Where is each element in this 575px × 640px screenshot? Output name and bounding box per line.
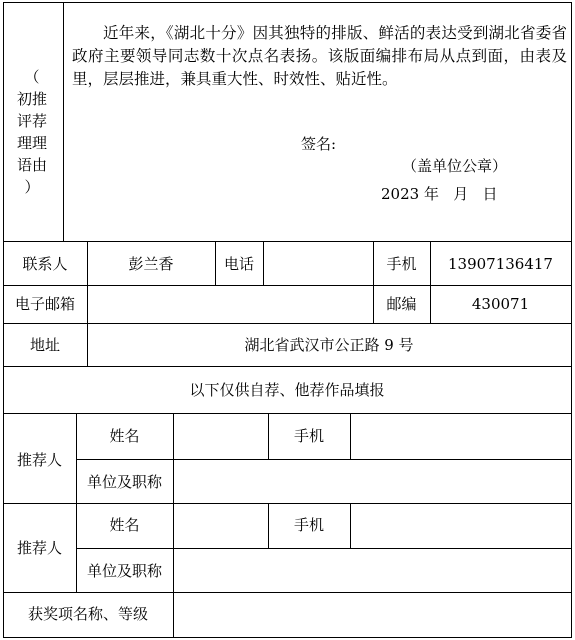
address-label: 地址 xyxy=(29,336,60,354)
recommender-mobile-label: 手机 xyxy=(293,427,324,445)
section-note: 以下仅供自荐、他荐作品填报 xyxy=(189,381,385,399)
seal-label: （盖单位公章） xyxy=(402,157,508,175)
mobile-value: 13907136417 xyxy=(448,255,553,273)
postcode-label: 邮编 xyxy=(386,295,417,313)
phone-label: 电话 xyxy=(223,255,254,273)
recommendation-reason-label xyxy=(8,66,56,198)
label-line: ） xyxy=(24,178,40,196)
recommender-label: 推荐人 xyxy=(16,451,62,469)
mobile-label: 手机 xyxy=(386,255,417,273)
recommender-unit-label: 单位及职称 xyxy=(86,473,162,491)
award-label: 获奖项名称、等级 xyxy=(27,605,148,623)
label-line: 评荐 xyxy=(16,112,47,130)
contact-label: 联系人 xyxy=(22,255,68,273)
recommender-mobile-label: 手机 xyxy=(293,516,324,534)
label-line: 语由 xyxy=(16,156,47,174)
postcode-value: 430071 xyxy=(471,295,530,313)
label-line: （ xyxy=(24,68,40,86)
label-line: 理理 xyxy=(16,134,47,152)
recommender-label: 推荐人 xyxy=(16,539,62,557)
email-label: 电子邮箱 xyxy=(14,295,75,313)
date-text: 2023 年 月 日 xyxy=(381,185,498,203)
address-value: 湖北省武汉市公正路 9 号 xyxy=(244,336,414,354)
recommender-unit-label: 单位及职称 xyxy=(86,562,162,580)
signature-label: 签名: xyxy=(301,135,337,153)
recommender-name-label: 姓名 xyxy=(109,427,140,445)
recommender-name-label: 姓名 xyxy=(109,516,140,534)
contact-value: 彭兰香 xyxy=(128,255,174,273)
label-line: 初推 xyxy=(16,90,47,108)
recommendation-paragraph: 近年来，《湖北十分》因其独特的排版、鲜活的表达受到湖北省委省政府主要领导同志数十次点名表扬。该版面编排布局从点到面，由表及里，层层推进，兼具重大性、时效性、贴近性。 xyxy=(72,24,567,88)
